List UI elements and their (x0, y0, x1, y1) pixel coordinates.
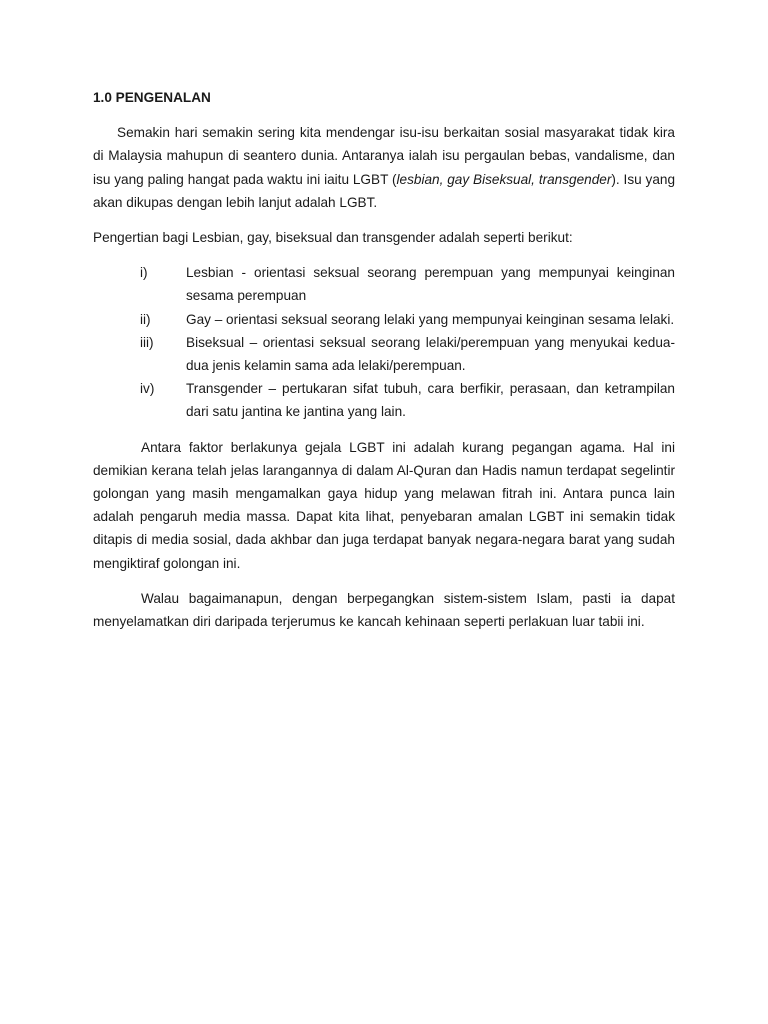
definition-item (93, 331, 675, 377)
definition-number: i) (140, 265, 148, 281)
conclusion-paragraph: Walau bagaimanapun, dengan berpegangkan sistem-sistem Islam, pasti ia dapat menyelamatkan diri daripada terjerumus ke kancah kehinaan seperti perlakuan luar tabii ini. (93, 590, 675, 630)
section-heading: 1.0 PENGENALAN (93, 90, 211, 105)
definition-number: iv) (140, 381, 155, 397)
definition-item (93, 308, 675, 331)
definition-text: Biseksual – orientasi seksual seorang lelaki/perempuan yang menyukai kedua-dua jenis kelamin sama ada lelaki/perempuan. (186, 334, 675, 374)
definition-number: iii) (140, 334, 154, 350)
definition-number: ii) (140, 311, 151, 327)
intro-italic-terms: lesbian, gay Biseksual, transgender (396, 171, 612, 187)
definition-item (93, 261, 675, 307)
factors-paragraph: Antara faktor berlakunya gejala LGBT ini adalah kurang pegangan agama. Hal ini demikian kerana telah jelas larangannya di dalam Al-Quran dan Hadis namun terdapat segelintir golongan yang masih mengamalkan gaya hidup yang melawan fitrah ini. Antara punca lain adalah pengaruh media massa. Dapat kita lihat, penyebaran amalan LGBT ini semakin tidak ditapis di media sosial, dada akhbar dan juga terdapat banyak negara-negara barat yang sudah mengiktiraf golongan ini. (93, 439, 675, 571)
intro-text-end: ). Isu yang akan dikupas dengan lebih lanjut adalah LGBT. (93, 171, 676, 210)
definition-text: Gay – orientasi seksual seorang lelaki yang mempunyai keinginan sesama lelaki. (186, 311, 675, 327)
definition-list (93, 261, 675, 423)
intro-paragraph (93, 121, 675, 214)
document-body (93, 86, 675, 645)
definition-text: Lesbian - orientasi seksual seorang perempuan yang mempunyai keinginan sesama perempuan (186, 265, 675, 304)
definition-intro: Pengertian bagi Lesbian, gay, biseksual dan transgender adalah seperti berikut: (93, 230, 573, 246)
definition-item (93, 377, 675, 423)
definition-text: Transgender – pertukaran sifat tubuh, cara berfikir, perasaan, dan ketrampilan dari satu jantina ke jantina yang lain. (186, 381, 675, 420)
intro-text-start: Semakin hari semakin sering kita mendengar isu-isu berkaitan sosial masyarakat tidak kira di Malaysia mahupun di seantero dunia. Antaranya ialah isu pergaulan bebas, vandalisme, dan isu yang paling hangat pada waktu ini iaitu LGBT ( (93, 125, 675, 187)
